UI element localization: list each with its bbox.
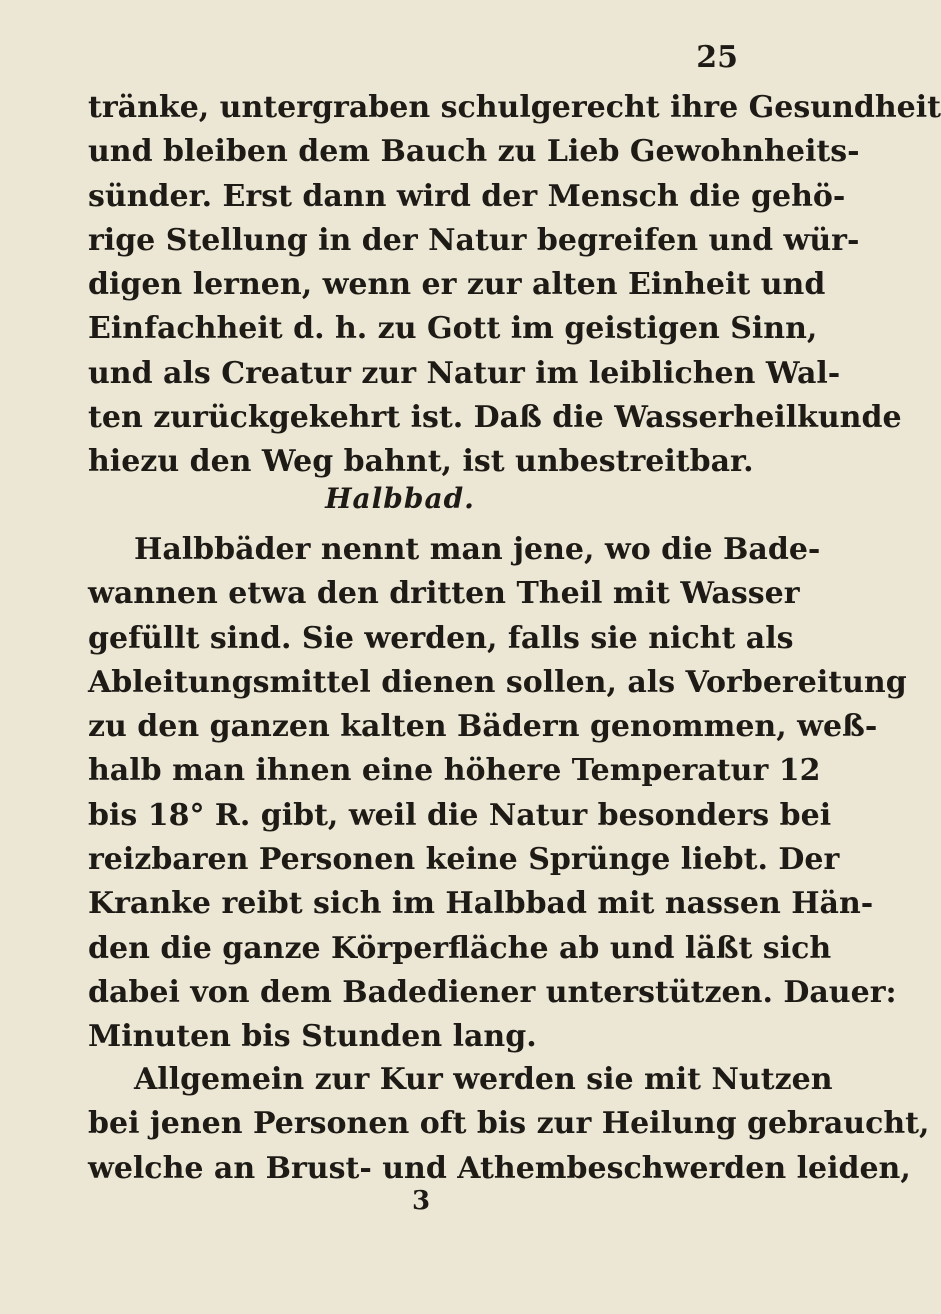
- text-line: bis 18° R. gibt, weil die Natur besonders bei: [88, 797, 832, 833]
- paragraph-kur: [88, 1058, 930, 1191]
- text-line: ten zurückgekehrt ist. Daß die Wasserheilkunde: [88, 400, 902, 436]
- paragraph-halbbad: [88, 528, 907, 1060]
- text-line: Ableitungsmittel dienen sollen, als Vorbereitung: [88, 664, 907, 700]
- text-line: zu den ganzen kalten Bädern genommen, weß-: [88, 709, 878, 745]
- text-line: und als Creatur zur Natur im leiblichen Wal-: [88, 355, 841, 391]
- section-heading: Halbbad.: [325, 482, 475, 515]
- text-line: welche an Brust- und Athembeschwerden leiden,: [88, 1150, 911, 1186]
- text-line: Minuten bis Stunden lang.: [88, 1019, 537, 1055]
- text-line: sünder. Erst dann wird der Mensch die gehö-: [88, 178, 846, 214]
- text-line: den die ganze Körperfläche ab und läßt sich: [88, 930, 832, 966]
- text-line: Halbbäder nennt man jene, wo die Bade-: [134, 532, 821, 567]
- paragraph-continued: [88, 86, 941, 485]
- text-line: reizbaren Personen keine Sprünge liebt. Der: [88, 842, 840, 878]
- text-line: hiezu den Weg bahnt, ist unbestreitbar.: [88, 444, 754, 480]
- page-number: 25: [696, 40, 738, 75]
- text-line: und bleiben dem Bauch zu Lieb Gewohnheits-: [88, 134, 860, 170]
- text-line: Kranke reibt sich im Halbbad mit nassen Hän-: [88, 886, 874, 922]
- text-line: gefüllt sind. Sie werden, falls sie nicht als: [88, 620, 794, 656]
- text-line: Allgemein zur Kur werden sie mit Nutzen: [134, 1062, 833, 1097]
- text-line: rige Stellung in der Natur begreifen und wür-: [88, 222, 860, 258]
- text-line: halb man ihnen eine höhere Temperatur 12: [88, 753, 821, 789]
- text-line: digen lernen, wenn er zur alten Einheit und: [88, 267, 826, 303]
- text-line: dabei von dem Badediener unterstützen. Dauer:: [88, 974, 897, 1010]
- text-line: tränke, untergraben schulgerecht ihre Gesundheit: [88, 90, 941, 125]
- text-line: bei jenen Personen oft bis zur Heilung gebraucht,: [88, 1106, 930, 1142]
- signature-mark: 3: [411, 1186, 431, 1216]
- text-line: wannen etwa den dritten Theil mit Wasser: [88, 576, 800, 612]
- text-line: Einfachheit d. h. zu Gott im geistigen Sinn,: [88, 311, 818, 347]
